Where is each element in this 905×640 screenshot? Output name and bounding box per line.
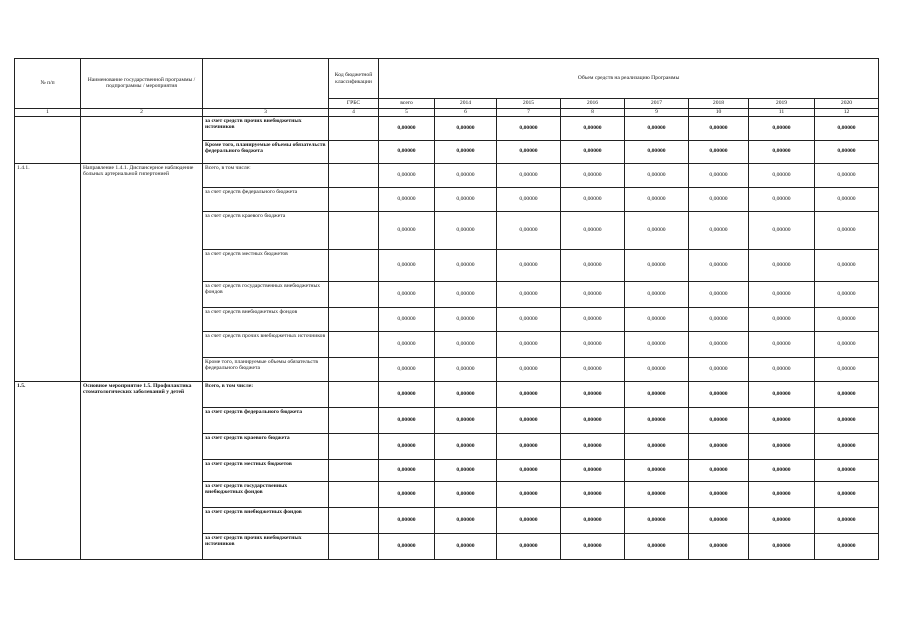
amount-cell: 0,00000: [561, 307, 625, 331]
amount-cell: 0,00000: [815, 507, 879, 533]
column-number: 5: [379, 108, 435, 116]
amount-cell: 0,00000: [561, 140, 625, 163]
amount-cell: 0,00000: [561, 116, 625, 140]
budget-code-cell: [329, 116, 379, 140]
amount-cell: 0,00000: [815, 116, 879, 140]
amount-cell: 0,00000: [689, 281, 749, 307]
budget-code-cell: [329, 211, 379, 249]
amount-cell: 0,00000: [497, 459, 561, 481]
column-number: 3: [203, 108, 329, 116]
amount-cell: 0,00000: [379, 481, 435, 507]
amount-cell: 0,00000: [815, 249, 879, 281]
amount-cell: 0,00000: [561, 357, 625, 381]
amount-cell: 0,00000: [625, 163, 689, 187]
amount-cell: 0,00000: [435, 407, 497, 433]
header-year: 2019: [749, 99, 815, 109]
amount-cell: 0,00000: [689, 357, 749, 381]
item-name: Направление 1.4.1. Диспансерное наблюдение больных артериальной гипертонией: [81, 163, 203, 381]
amount-cell: 0,00000: [497, 433, 561, 459]
amount-cell: 0,00000: [379, 211, 435, 249]
amount-cell: 0,00000: [815, 407, 879, 433]
amount-cell: 0,00000: [561, 187, 625, 211]
amount-cell: 0,00000: [749, 307, 815, 331]
column-number: 6: [435, 108, 497, 116]
amount-cell: 0,00000: [689, 381, 749, 407]
amount-cell: 0,00000: [625, 281, 689, 307]
amount-cell: 0,00000: [749, 249, 815, 281]
header-year: 2017: [625, 99, 689, 109]
amount-cell: 0,00000: [379, 187, 435, 211]
column-number: 9: [625, 108, 689, 116]
funding-source-label: за счет средств местных бюджетов: [203, 249, 329, 281]
funding-source-label: за счет средств федерального бюджета: [203, 407, 329, 433]
funding-source-label: за счет средств государственных внебюджетных фондов: [203, 281, 329, 307]
funding-source-label: Всего, в том числе:: [203, 163, 329, 187]
amount-cell: 0,00000: [625, 407, 689, 433]
amount-cell: 0,00000: [561, 459, 625, 481]
budget-code-cell: [329, 481, 379, 507]
amount-cell: 0,00000: [435, 249, 497, 281]
budget-code-cell: [329, 187, 379, 211]
column-number: 1: [15, 108, 81, 116]
amount-cell: 0,00000: [749, 331, 815, 357]
amount-cell: 0,00000: [379, 433, 435, 459]
amount-cell: 0,00000: [379, 331, 435, 357]
amount-cell: 0,00000: [561, 433, 625, 459]
amount-cell: 0,00000: [497, 116, 561, 140]
amount-cell: 0,00000: [379, 249, 435, 281]
header-year: всего: [379, 99, 435, 109]
amount-cell: 0,00000: [435, 433, 497, 459]
amount-cell: 0,00000: [749, 187, 815, 211]
amount-cell: 0,00000: [561, 163, 625, 187]
amount-cell: 0,00000: [625, 533, 689, 559]
amount-cell: 0,00000: [625, 140, 689, 163]
column-number: 8: [561, 108, 625, 116]
budget-code-cell: [329, 140, 379, 163]
header-grbs: ГРБС: [329, 99, 379, 109]
amount-cell: 0,00000: [435, 307, 497, 331]
amount-cell: 0,00000: [749, 507, 815, 533]
table-row: [15, 116, 879, 140]
funding-source-label: за счет средств краевого бюджета: [203, 433, 329, 459]
budget-code-cell: [329, 507, 379, 533]
amount-cell: 0,00000: [435, 459, 497, 481]
amount-cell: 0,00000: [379, 459, 435, 481]
funding-source-label: за счет средств краевого бюджета: [203, 211, 329, 249]
amount-cell: 0,00000: [497, 163, 561, 187]
amount-cell: 0,00000: [561, 533, 625, 559]
budget-code-cell: [329, 433, 379, 459]
amount-cell: 0,00000: [749, 281, 815, 307]
amount-cell: 0,00000: [689, 407, 749, 433]
funding-source-label: Кроме того, планируемые объемы обязательств федерального бюджета: [203, 357, 329, 381]
header-year: 2016: [561, 99, 625, 109]
amount-cell: 0,00000: [625, 331, 689, 357]
amount-cell: 0,00000: [497, 187, 561, 211]
amount-cell: 0,00000: [815, 187, 879, 211]
amount-cell: 0,00000: [435, 481, 497, 507]
funding-source-label: за счет средств внебюджетных фондов: [203, 307, 329, 331]
amount-cell: 0,00000: [689, 507, 749, 533]
amount-cell: 0,00000: [689, 533, 749, 559]
header-no: № п/п: [15, 59, 81, 109]
header-year: 2020: [815, 99, 879, 109]
amount-cell: 0,00000: [435, 281, 497, 307]
amount-cell: 0,00000: [497, 140, 561, 163]
funding-source-label: за счет средств прочих внебюджетных источников: [203, 331, 329, 357]
column-number: 10: [689, 108, 749, 116]
header-year: 2018: [689, 99, 749, 109]
column-number: 4: [329, 108, 379, 116]
amount-cell: 0,00000: [625, 433, 689, 459]
amount-cell: 0,00000: [497, 507, 561, 533]
amount-cell: 0,00000: [749, 459, 815, 481]
amount-cell: 0,00000: [435, 357, 497, 381]
amount-cell: 0,00000: [379, 357, 435, 381]
item-name: Основное мероприятие 1.5. Профилактика стоматологических заболеваний у детей: [81, 381, 203, 559]
funding-source-label: за счет средств государственных внебюджетных фондов: [203, 481, 329, 507]
amount-cell: 0,00000: [435, 533, 497, 559]
amount-cell: 0,00000: [435, 211, 497, 249]
amount-cell: 0,00000: [689, 249, 749, 281]
item-number: 1.4.1.: [15, 163, 81, 381]
amount-cell: 0,00000: [815, 357, 879, 381]
amount-cell: 0,00000: [379, 163, 435, 187]
funding-source-label: Всего, в том числе:: [203, 381, 329, 407]
amount-cell: 0,00000: [625, 187, 689, 211]
amount-cell: 0,00000: [689, 307, 749, 331]
budget-code-cell: [329, 357, 379, 381]
amount-cell: 0,00000: [625, 381, 689, 407]
budget-code-cell: [329, 459, 379, 481]
amount-cell: 0,00000: [497, 307, 561, 331]
amount-cell: 0,00000: [815, 433, 879, 459]
funding-source-label: за счет средств внебюджетных фондов: [203, 507, 329, 533]
column-number: 2: [81, 108, 203, 116]
amount-cell: 0,00000: [749, 407, 815, 433]
amount-cell: 0,00000: [689, 211, 749, 249]
amount-cell: 0,00000: [435, 140, 497, 163]
budget-code-cell: [329, 281, 379, 307]
amount-cell: 0,00000: [561, 407, 625, 433]
header-year: 2015: [497, 99, 561, 109]
amount-cell: 0,00000: [625, 357, 689, 381]
amount-cell: 0,00000: [625, 307, 689, 331]
amount-cell: 0,00000: [497, 533, 561, 559]
amount-cell: 0,00000: [749, 211, 815, 249]
amount-cell: 0,00000: [625, 481, 689, 507]
amount-cell: 0,00000: [749, 116, 815, 140]
column-number: 7: [497, 108, 561, 116]
amount-cell: 0,00000: [379, 281, 435, 307]
budget-code-cell: [329, 163, 379, 187]
item-number: [15, 116, 81, 163]
amount-cell: 0,00000: [497, 407, 561, 433]
header-blank: [203, 59, 329, 109]
amount-cell: 0,00000: [689, 187, 749, 211]
budget-code-cell: [329, 249, 379, 281]
item-number: 1.5.: [15, 381, 81, 559]
column-number: 11: [749, 108, 815, 116]
budget-code-cell: [329, 381, 379, 407]
column-number: 12: [815, 108, 879, 116]
funding-source-label: за счет средств прочих внебюджетных источников: [203, 116, 329, 140]
header-year: 2014: [435, 99, 497, 109]
budget-code-cell: [329, 533, 379, 559]
amount-cell: 0,00000: [561, 381, 625, 407]
amount-cell: 0,00000: [497, 381, 561, 407]
amount-cell: 0,00000: [815, 331, 879, 357]
funding-source-label: Кроме того, планируемые объемы обязательств федерального бюджета: [203, 140, 329, 163]
amount-cell: 0,00000: [815, 307, 879, 331]
amount-cell: 0,00000: [497, 331, 561, 357]
amount-cell: 0,00000: [497, 281, 561, 307]
amount-cell: 0,00000: [561, 249, 625, 281]
header-volume: Объем средств на реализацию Программы: [379, 59, 879, 99]
amount-cell: 0,00000: [689, 481, 749, 507]
table-row: [15, 381, 879, 407]
amount-cell: 0,00000: [497, 249, 561, 281]
table-row: [15, 163, 879, 187]
amount-cell: 0,00000: [561, 507, 625, 533]
amount-cell: 0,00000: [561, 331, 625, 357]
amount-cell: 0,00000: [815, 381, 879, 407]
amount-cell: 0,00000: [815, 533, 879, 559]
amount-cell: 0,00000: [815, 459, 879, 481]
amount-cell: 0,00000: [435, 187, 497, 211]
amount-cell: 0,00000: [689, 140, 749, 163]
amount-cell: 0,00000: [435, 116, 497, 140]
amount-cell: 0,00000: [749, 381, 815, 407]
amount-cell: 0,00000: [815, 140, 879, 163]
amount-cell: 0,00000: [689, 331, 749, 357]
amount-cell: 0,00000: [815, 211, 879, 249]
amount-cell: 0,00000: [749, 140, 815, 163]
amount-cell: 0,00000: [749, 163, 815, 187]
amount-cell: 0,00000: [497, 357, 561, 381]
amount-cell: 0,00000: [749, 481, 815, 507]
funding-source-label: за счет средств местных бюджетов: [203, 459, 329, 481]
amount-cell: 0,00000: [749, 433, 815, 459]
amount-cell: 0,00000: [561, 281, 625, 307]
amount-cell: 0,00000: [379, 407, 435, 433]
amount-cell: 0,00000: [497, 481, 561, 507]
funding-source-label: за счет средств прочих внебюджетных источников: [203, 533, 329, 559]
amount-cell: 0,00000: [379, 307, 435, 331]
amount-cell: 0,00000: [625, 116, 689, 140]
amount-cell: 0,00000: [689, 163, 749, 187]
budget-code-cell: [329, 407, 379, 433]
amount-cell: 0,00000: [379, 140, 435, 163]
item-name: [81, 116, 203, 163]
amount-cell: 0,00000: [815, 481, 879, 507]
amount-cell: 0,00000: [435, 507, 497, 533]
amount-cell: 0,00000: [625, 211, 689, 249]
amount-cell: 0,00000: [379, 381, 435, 407]
amount-cell: 0,00000: [749, 533, 815, 559]
budget-table: [14, 58, 879, 560]
amount-cell: 0,00000: [749, 357, 815, 381]
amount-cell: 0,00000: [435, 331, 497, 357]
budget-code-cell: [329, 331, 379, 357]
header-code: Код бюджетной классификации: [329, 59, 379, 99]
budget-code-cell: [329, 307, 379, 331]
amount-cell: 0,00000: [379, 507, 435, 533]
amount-cell: 0,00000: [689, 116, 749, 140]
amount-cell: 0,00000: [689, 459, 749, 481]
amount-cell: 0,00000: [625, 249, 689, 281]
amount-cell: 0,00000: [815, 281, 879, 307]
amount-cell: 0,00000: [561, 211, 625, 249]
amount-cell: 0,00000: [497, 211, 561, 249]
amount-cell: 0,00000: [435, 163, 497, 187]
amount-cell: 0,00000: [379, 533, 435, 559]
amount-cell: 0,00000: [561, 481, 625, 507]
header-name: Наименование государственной программы / подпрограммы / мероприятия: [81, 59, 203, 109]
funding-source-label: за счет средств федерального бюджета: [203, 187, 329, 211]
amount-cell: 0,00000: [379, 116, 435, 140]
amount-cell: 0,00000: [689, 433, 749, 459]
amount-cell: 0,00000: [815, 163, 879, 187]
amount-cell: 0,00000: [435, 381, 497, 407]
amount-cell: 0,00000: [625, 459, 689, 481]
amount-cell: 0,00000: [625, 507, 689, 533]
